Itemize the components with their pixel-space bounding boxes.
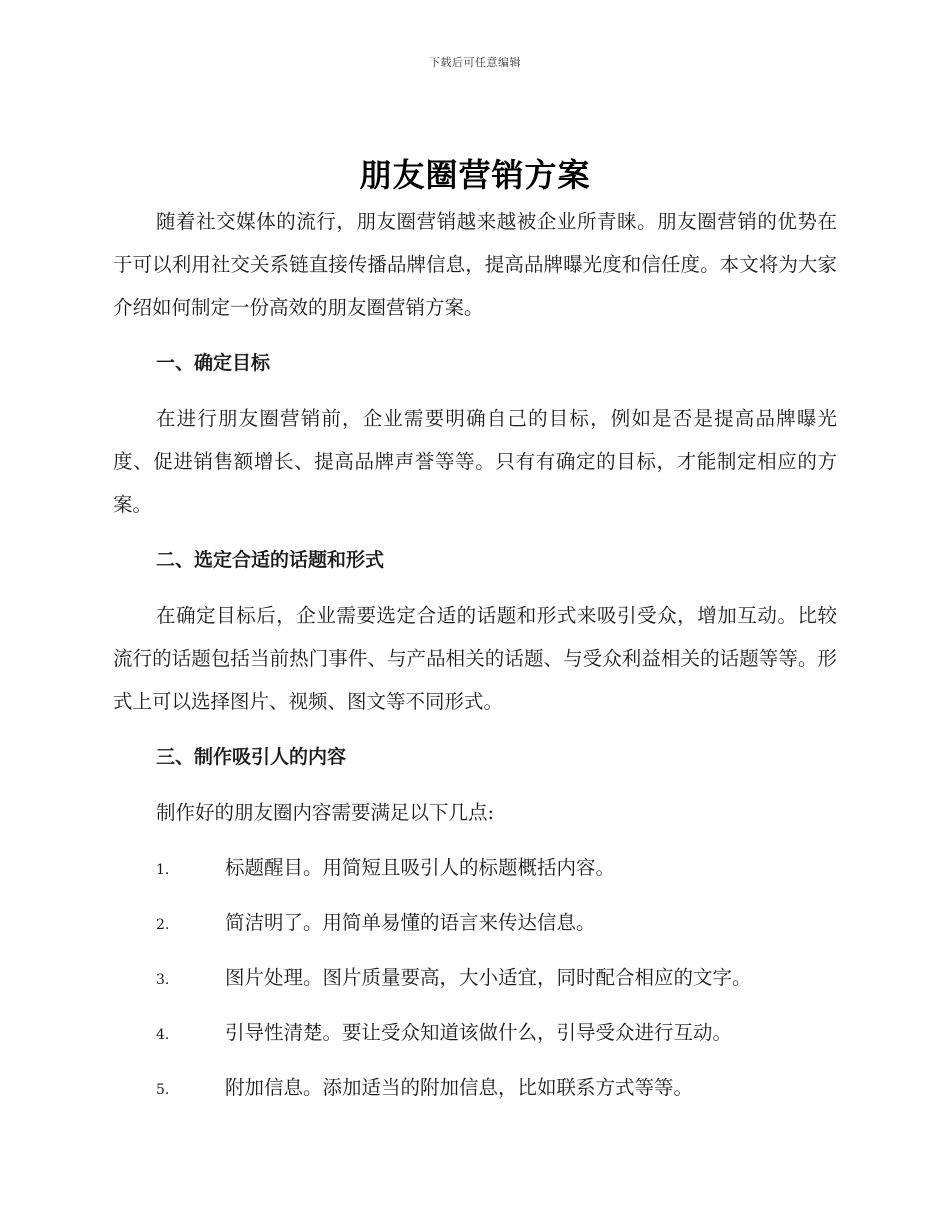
header-note: 下载后可任意编辑 (429, 56, 521, 69)
list-number: 2. (156, 917, 170, 933)
section-paragraph-topics: 在确定目标后，企业需要选定合适的话题和形式来吸引受众，增加互动。比较流行的话题包括当前热门事件、与产品相关的话题、与受众利益相关的话题等等。形式上可以选择图片、视频、图文等不同形式。 (113, 604, 837, 713)
section-heading-topics: 二、选定合适的话题和形式 (156, 549, 385, 571)
list-text: 图片处理。图片质量要高，大小适宜，同时配合相应的文字。 (225, 966, 752, 989)
section-paragraph-goals: 在进行朋友圈营销前，企业需要明确自己的目标，例如是否是提高品牌曝光度、促进销售额增长、提高品牌声誉等等。只有有确定的目标，才能制定相应的方案。 (113, 407, 837, 516)
list-item (113, 846, 837, 889)
list-text: 引导性清楚。要让受众知道该做什么，引导受众进行互动。 (225, 1021, 733, 1044)
intro-paragraph: 随着社交媒体的流行，朋友圈营销越来越被企业所青睐。朋友圈营销的优势在于可以利用社交关系链直接传播品牌信息，提高品牌曝光度和信任度。本文将为大家介绍如何制定一份高效的朋友圈营销方案。 (113, 210, 837, 319)
list-item (113, 1011, 837, 1054)
document-body (113, 200, 837, 1121)
list-text: 标题醒目。用简短且吸引人的标题概括内容。 (225, 856, 616, 879)
section-heading-content: 三、制作吸引人的内容 (156, 746, 347, 768)
section-heading-goals: 一、确定目标 (156, 352, 271, 374)
list-text: 简洁明了。用简单易懂的语言来传达信息。 (225, 911, 596, 934)
list-item (113, 956, 837, 999)
document-title: 朋友圈营销方案 (359, 156, 591, 194)
list-item (113, 1066, 837, 1109)
list-number: 1. (156, 862, 170, 878)
list-number: 3. (156, 972, 170, 988)
list-number: 4. (156, 1027, 170, 1043)
list-text: 附加信息。添加适当的附加信息，比如联系方式等等。 (225, 1076, 694, 1099)
section-intro-content: 制作好的朋友圈内容需要满足以下几点: (156, 801, 495, 824)
list-number: 5. (156, 1082, 170, 1098)
list-item (113, 901, 837, 944)
